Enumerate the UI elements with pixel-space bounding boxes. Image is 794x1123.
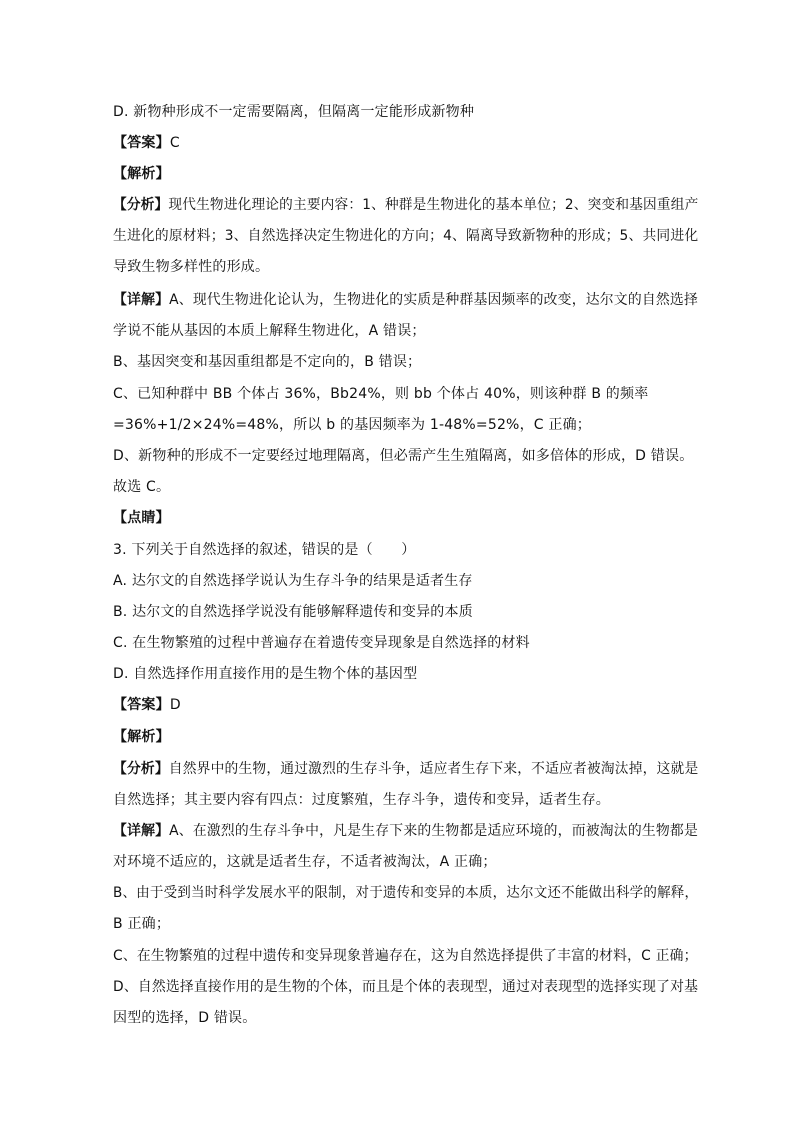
q3-xiangjie-b1: B、由于受到当时科学发展水平的限制，对于遗传和变异的本质，达尔文还不能做出科学的解释， — [113, 885, 699, 901]
q2-answer-line — [113, 133, 698, 153]
q3-option-d: D. 自然选择作用直接作用的是生物个体的基因型 — [113, 666, 418, 682]
q3-answer-line — [113, 695, 698, 715]
q2-xiangjie-b: B、基因突变和基因重组都是不定向的，B 错误； — [113, 354, 422, 370]
q2-conclusion: 故选 C。 — [113, 479, 171, 495]
q3-option-a: A. 达尔文的自然选择学说认为生存斗争的结果是适者生存 — [113, 573, 473, 589]
q3-xiangjie-d1: D、自然选择直接作用的是生物的个体，而且是个体的表现型，通过对表现型的选择实现了对基 — [113, 979, 699, 995]
q3-xiangjie-a1 — [113, 821, 698, 841]
fenxi-text: 现代生物进化理论的主要内容：1、种群是生物进化的基本单位；2、突变和基因重组产 — [168, 197, 699, 213]
xiangjie-text: A、现代生物进化论认为，生物进化的实质是种群基因频率的改变，达尔文的自然选择 — [169, 292, 698, 308]
fenxi-tag: 【分析】 — [113, 197, 169, 213]
q2-option-d: D. 新物种形成不一定需要隔离，但隔离一定能形成新物种 — [113, 104, 475, 120]
q2-fenxi-line3: 导致生物多样性的形成。 — [113, 259, 270, 275]
q2-fenxi-line1 — [113, 195, 699, 215]
q3-option-b: B. 达尔文的自然选择学说没有能够解释遗传和变异的本质 — [113, 604, 473, 620]
q2-dianjing — [113, 508, 698, 528]
jiexi-tag: 【解析】 — [113, 729, 170, 745]
answer-value: D — [169, 697, 181, 713]
q2-xiangjie-a2: 学说不能从基因的本质上解释生物进化，A 错误； — [113, 323, 426, 339]
answer-tag: 【答案】 — [113, 697, 170, 713]
q2-xiangjie-a1 — [113, 290, 698, 310]
q2-xiangjie-c2: =36%+1/2×24%=48%，所以 b 的基因频率为 1-48%=52%，C 正确； — [113, 417, 591, 433]
q2-xiangjie-d: D、新物种的形成不一定要经过地理隔离，但必需产生生殖隔离，如多倍体的形成，D 错误。 — [113, 448, 694, 464]
answer-value: C — [169, 135, 180, 151]
q2-jiexi-tag — [113, 164, 698, 184]
q3-xiangjie-d2: 因型的选择，D 错误。 — [113, 1010, 257, 1026]
q3-jiexi-tag — [113, 727, 698, 747]
q3-xiangjie-c: C、在生物繁殖的过程中遗传和变异现象普遍存在，这为自然选择提供了丰富的材料，C 正确； — [113, 948, 698, 964]
dianjing-tag: 【点睛】 — [113, 510, 170, 526]
q2-xiangjie-c1: C、已知种群中 BB 个体占 36%，Bb24%，则 bb 个体占 40%，则该种群 B 的频率 — [113, 386, 649, 402]
xiangjie-text: A、在激烈的生存斗争中，凡是生存下来的生物都是适应环境的，而被淘汰的生物都是 — [169, 823, 698, 839]
q3-stem: 3. 下列关于自然选择的叙述，错误的是（ ） — [113, 542, 416, 558]
q3-option-c: C. 在生物繁殖的过程中普遍存在着遗传变异现象是自然选择的材料 — [113, 635, 530, 651]
xiangjie-tag: 【详解】 — [113, 292, 170, 308]
jiexi-tag: 【解析】 — [113, 166, 170, 182]
q2-fenxi-line2: 生进化的原材料；3、自然选择决定生物进化的方向；4、隔离导致新物种的形成；5、共同进化 — [113, 228, 699, 244]
xiangjie-tag: 【详解】 — [113, 823, 170, 839]
q3-fenxi-line1 — [113, 759, 699, 779]
answer-tag: 【答案】 — [113, 135, 170, 151]
q3-xiangjie-b2: B 正确； — [113, 916, 171, 932]
fenxi-text: 自然界中的生物，通过激烈的生存斗争，适应者生存下来，不适应者被淘汰掉，这就是 — [168, 761, 699, 777]
q3-xiangjie-a2: 对环境不适应的，这就是适者生存，不适者被淘汰，A 正确； — [113, 854, 497, 870]
q3-fenxi-line2: 自然选择；其主要内容有四点：过度繁殖，生存斗争，遗传和变异，适者生存。 — [113, 792, 610, 808]
fenxi-tag: 【分析】 — [113, 761, 169, 777]
